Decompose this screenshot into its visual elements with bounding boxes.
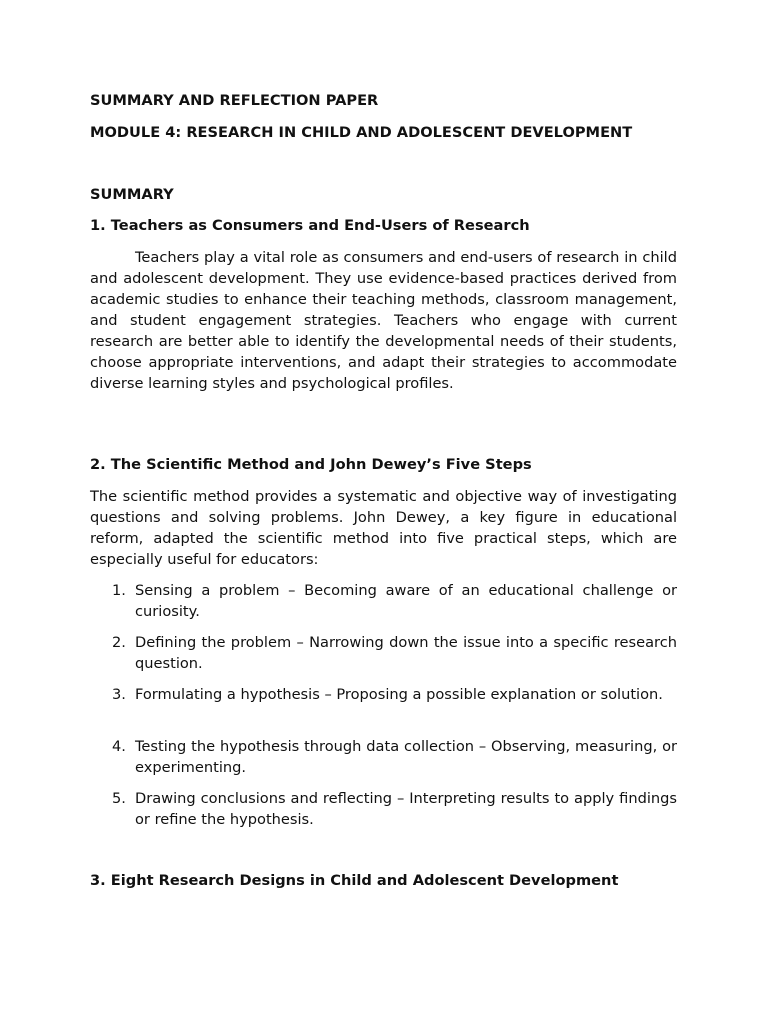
summary-heading: SUMMARY xyxy=(90,186,174,203)
list-text: Formulating a hypothesis – Proposing a possible explanation or solution. xyxy=(135,686,663,703)
section-2-heading: 2. The Scientific Method and John Dewey’s Five Steps xyxy=(90,456,532,473)
section-1-paragraph: Teachers play a vital role as consumers and end-users of research in child and adolescent development. They use evidence-based practices derived from academic studies to enhance their teaching methods, classroom management, and student engagement strategies. Teachers who engage with current research are better able to identify the developmental needs of their students, choose appropriate interventions, and adapt their strategies to accommodate diverse learning styles and psychological profiles. xyxy=(90,249,677,392)
list-text: Testing the hypothesis through data collection – Observing, measuring, or experimenting. xyxy=(135,738,677,776)
list-text: Sensing a problem – Becoming aware of an educational challenge or curiosity. xyxy=(135,582,677,620)
list-number: 4. xyxy=(112,738,126,755)
list-text: Drawing conclusions and reflecting – Interpreting results to apply findings or refine the hypothesis. xyxy=(135,790,677,828)
list-number: 3. xyxy=(112,686,126,703)
section-2-paragraph: The scientific method provides a systematic and objective way of investigating questions and solving problems. John Dewey, a key figure in educational reform, adapted the scientific method into five practical steps, which are especially useful for educators: xyxy=(90,488,677,568)
list-number: 1. xyxy=(112,582,126,599)
list-number: 5. xyxy=(112,790,126,807)
module-title: MODULE 4: RESEARCH IN CHILD AND ADOLESCENT DEVELOPMENT xyxy=(90,124,633,141)
section-1-heading: 1. Teachers as Consumers and End-Users of Research xyxy=(90,217,530,234)
list-text: Defining the problem – Narrowing down the issue into a specific research question. xyxy=(135,634,677,672)
section-3-heading: 3. Eight Research Designs in Child and Adolescent Development xyxy=(90,872,619,889)
document-title: SUMMARY AND REFLECTION PAPER xyxy=(90,92,379,109)
list-number: 2. xyxy=(112,634,126,651)
